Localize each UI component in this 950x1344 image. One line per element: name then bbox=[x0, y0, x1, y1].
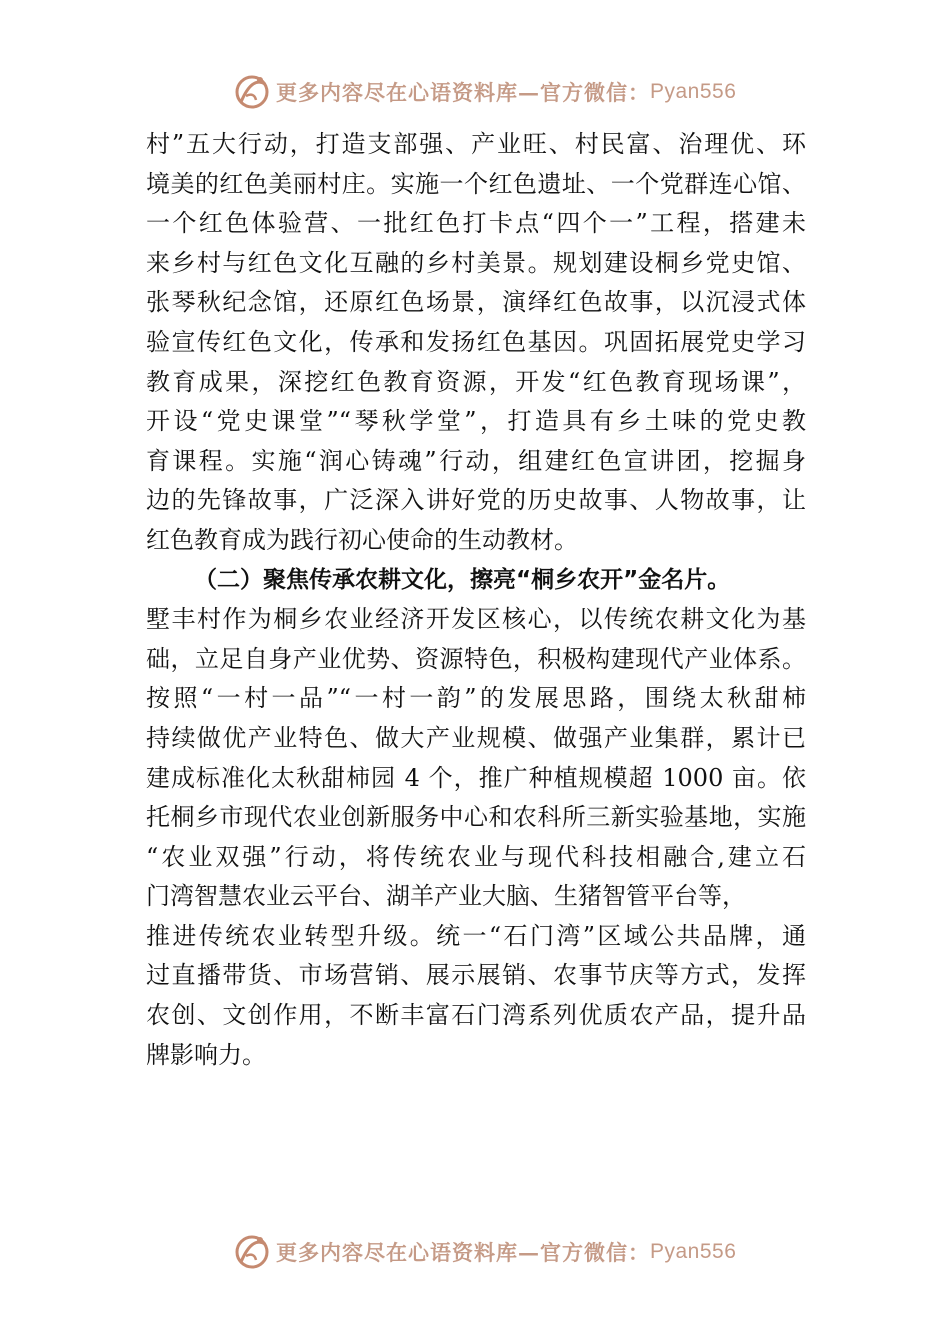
text-line: 农创、文创作用，不断丰富石门湾系列优质农产品，提升品 bbox=[146, 1001, 806, 1030]
text-line: 建成标准化太秋甜柿园 4 个，推广种植规模超 1000 亩。依 bbox=[146, 763, 806, 792]
text-line: 红色教育成为践行初心使命的生动教材。 bbox=[146, 525, 578, 554]
footer-watermark bbox=[232, 1232, 736, 1272]
watermark-text: 更多内容尽在心语资料库—官方微信： bbox=[276, 1240, 650, 1265]
text-line: 牌影响力。 bbox=[146, 1040, 266, 1069]
text-line: 来乡村与红色文化互融的乡村美景。规划建设桐乡党史馆、 bbox=[146, 248, 806, 277]
logo-icon bbox=[232, 1232, 272, 1272]
text-line: 推进传统农业转型升级。统一“石门湾”区域公共品牌，通 bbox=[146, 921, 806, 950]
text-line: 教育成果，深挖红色教育资源，开发“红色教育现场课”， bbox=[146, 367, 806, 396]
text-line: “农业双强”行动，将传统农业与现代科技相融合,建立石 bbox=[146, 842, 806, 871]
watermark-wechat-id: Pyan556 bbox=[650, 80, 737, 103]
watermark-text: 更多内容尽在心语资料库—官方微信： bbox=[276, 80, 650, 105]
text-line: 验宣传红色文化，传承和发扬红色基因。巩固拓展党史学习 bbox=[146, 327, 806, 356]
text-line: 过直播带货、市场营销、展示展销、农事节庆等方式，发挥 bbox=[146, 961, 806, 990]
text-line: 础，立足自身产业优势、资源特色，积极构建现代产业体系。 bbox=[146, 644, 806, 673]
text-line: 村”五大行动，打造支部强、产业旺、村民富、治理优、环 bbox=[146, 130, 806, 158]
header-watermark bbox=[232, 72, 736, 112]
section-heading: （二）聚焦传承农耕文化，擦亮“桐乡农开”金名片。 bbox=[194, 566, 731, 593]
text-line: 墅丰村作为桐乡农业经济开发区核心，以传统农耕文化为基 bbox=[146, 605, 806, 634]
text-line: 持续做优产业特色、做大产业规模、做强产业集群，累计已 bbox=[146, 723, 806, 752]
text-line: 托桐乡市现代农业创新服务中心和农科所三新实验基地，实施 bbox=[146, 803, 806, 832]
text-line: 张琴秋纪念馆，还原红色场景，演绎红色故事，以沉浸式体 bbox=[146, 288, 806, 317]
text-line: 育课程。实施“润心铸魂”行动，组建红色宣讲团，挖掘身 bbox=[146, 446, 806, 475]
paragraph-1 bbox=[146, 125, 806, 561]
text-line: 边的先锋故事，广泛深入讲好党的历史故事、人物故事，让 bbox=[146, 486, 806, 515]
text-line: 门湾智慧农业云平台、湖羊产业大脑、生猪智管平台等， bbox=[146, 882, 746, 911]
paragraph-2 bbox=[146, 600, 806, 1075]
text-line: 开设“党史课堂”“琴秋学堂”，打造具有乡土味的党史教 bbox=[146, 407, 806, 436]
logo-icon bbox=[232, 72, 272, 112]
text-line: 境美的红色美丽村庄。实施一个红色遗址、一个党群连心馆、 bbox=[146, 169, 806, 198]
document-body bbox=[146, 125, 806, 1075]
watermark-wechat-id: Pyan556 bbox=[650, 1240, 737, 1263]
text-line: 一个红色体验营、一批红色打卡点“四个一”工程，搭建未 bbox=[146, 209, 806, 238]
text-line: 按照“一村一品”“一村一韵”的发展思路，围绕太秋甜柿 bbox=[146, 684, 806, 713]
